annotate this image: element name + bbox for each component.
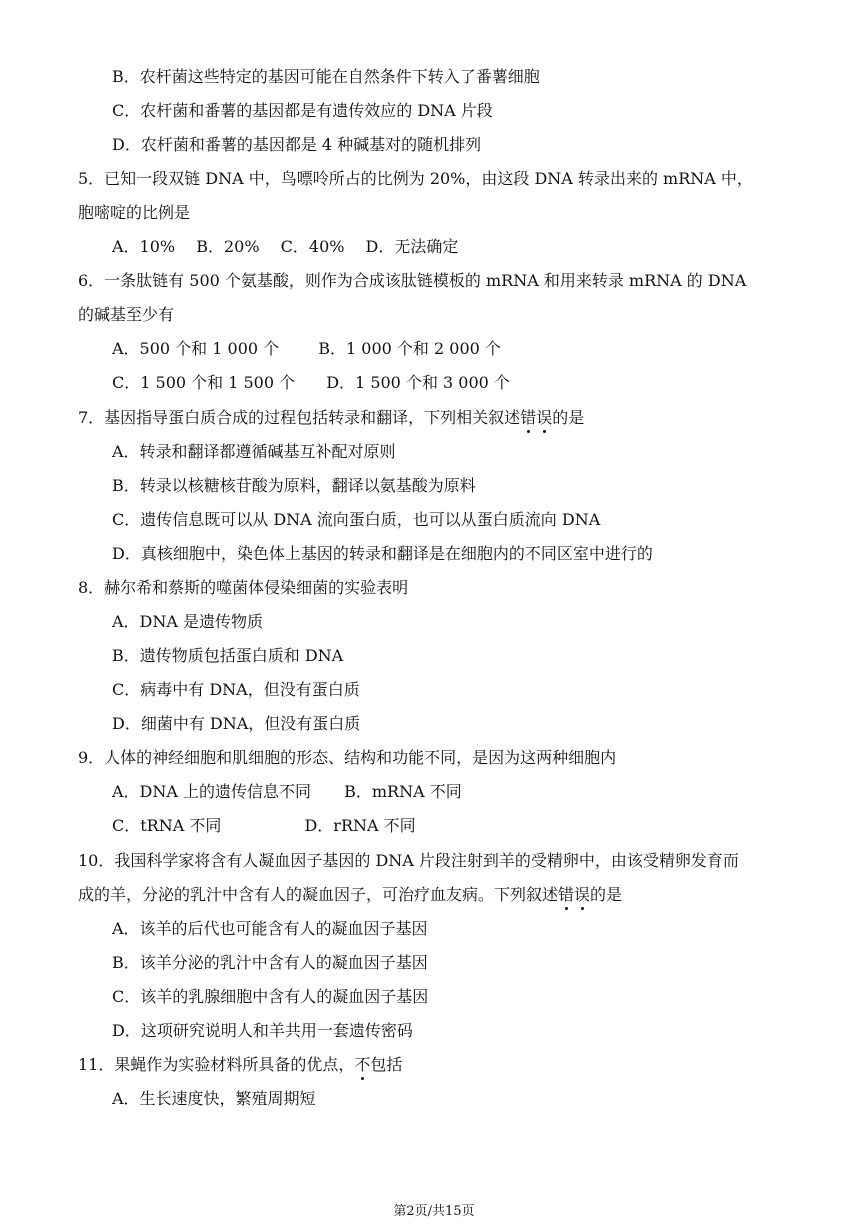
q8-stem: 8．赫尔希和蔡斯的噬菌体侵染细菌的实验表明 bbox=[78, 578, 409, 597]
q6-option-b: B．1 000 个和 2 000 个 bbox=[318, 339, 501, 358]
emphasis-char: 错 bbox=[558, 885, 575, 904]
q10-option-d: D．这项研究说明人和羊共用一套遗传密码 bbox=[112, 1021, 413, 1040]
q5-option-b: B．20% bbox=[196, 237, 260, 256]
q7-stem-text: 7．基因指导蛋白质合成的过程包括转录和翻译，下列相关叙述 bbox=[78, 408, 521, 427]
q10-stem-line1: 10．我国科学家将含有人凝血因子基因的 DNA 片段注射到羊的受精卵中，由该受精卵发育而 bbox=[78, 851, 739, 870]
emphasis-char: 误 bbox=[574, 885, 591, 904]
q5-stem-line2: 胞嘧啶的比例是 bbox=[78, 203, 191, 222]
q9-option-d: D．rRNA 不同 bbox=[304, 816, 416, 835]
q9-options-row2 bbox=[112, 815, 416, 837]
q10-stem-line2 bbox=[78, 884, 622, 906]
q5-option-d: D．无法确定 bbox=[365, 237, 459, 256]
q8-option-c: C．病毒中有 DNA，但没有蛋白质 bbox=[112, 680, 360, 699]
q10-option-a: A．该羊的后代也可能含有人的凝血因子基因 bbox=[112, 919, 428, 938]
q11-stem-text: 11．果蝇作为实验材料所具备的优点， bbox=[78, 1055, 355, 1074]
q10-stem-text: 成的羊，分泌的乳汁中含有人的凝血因子，可治疗血友病。下列叙述 bbox=[78, 885, 559, 904]
q6-option-d: D．1 500 个和 3 000 个 bbox=[326, 373, 510, 392]
q9-stem: 9．人体的神经细胞和肌细胞的形态、结构和功能不同，是因为这两种细胞内 bbox=[78, 748, 617, 767]
q10-option-b: B．该羊分泌的乳汁中含有人的凝血因子基因 bbox=[112, 953, 428, 972]
q6-option-a: A．500 个和 1 000 个 bbox=[112, 339, 280, 358]
q4-option-c: C．农杆菌和番薯的基因都是有遗传效应的 DNA 片段 bbox=[112, 101, 493, 120]
q10-stem-tail: 的是 bbox=[590, 885, 623, 904]
q5-stem-line1: 5．已知一段双链 DNA 中，鸟嘌呤所占的比例为 20%，由这段 DNA 转录出来的 mRNA 中， bbox=[78, 169, 753, 188]
q8-option-a: A．DNA 是遗传物质 bbox=[112, 612, 264, 631]
q9-option-c: C．tRNA 不同 bbox=[112, 816, 222, 835]
q7-option-d: D．真核细胞中，染色体上基因的转录和翻译是在细胞内的不同区室中进行的 bbox=[112, 544, 653, 563]
q4-option-d: D．农杆菌和番薯的基因都是 4 种碱基对的随机排列 bbox=[112, 135, 482, 154]
q9-options-row1 bbox=[112, 781, 462, 803]
q5-option-c: C．40% bbox=[280, 237, 345, 256]
q6-option-c: C．1 500 个和 1 500 个 bbox=[112, 373, 296, 392]
q8-option-d: D．细菌中有 DNA，但没有蛋白质 bbox=[112, 714, 361, 733]
page-number: 第2页/共15页 bbox=[393, 1204, 475, 1219]
q11-stem-tail: 包括 bbox=[370, 1055, 403, 1074]
q11-option-a: A．生长速度快，繁殖周期短 bbox=[112, 1089, 316, 1108]
q6-options-row1 bbox=[112, 338, 501, 360]
q7-stem bbox=[78, 407, 584, 429]
q4-option-b: B．农杆菌这些特定的基因可能在自然条件下转入了番薯细胞 bbox=[112, 67, 540, 86]
q6-stem-line1: 6．一条肽链有 500 个氨基酸，则作为合成该肽链模板的 mRNA 和用来转录 mRNA 的 DNA bbox=[78, 271, 747, 290]
q7-option-b: B．转录以核糖核苷酸为原料，翻译以氨基酸为原料 bbox=[112, 476, 476, 495]
emphasis-char: 错 bbox=[520, 408, 537, 427]
q9-option-b: B．mRNA 不同 bbox=[344, 782, 462, 801]
q6-options-row2 bbox=[112, 372, 510, 394]
q7-stem-tail: 的是 bbox=[552, 408, 585, 427]
emphasis-char: 不 bbox=[354, 1055, 371, 1074]
q11-stem bbox=[78, 1054, 402, 1076]
q5-option-a: A．10% bbox=[112, 237, 176, 256]
emphasis-char: 误 bbox=[536, 408, 553, 427]
q8-option-b: B．遗传物质包括蛋白质和 DNA bbox=[112, 646, 344, 665]
q10-option-c: C．该羊的乳腺细胞中含有人的凝血因子基因 bbox=[112, 987, 429, 1006]
q9-option-a: A．DNA 上的遗传信息不同 bbox=[112, 782, 312, 801]
q7-option-c: C．遗传信息既可以从 DNA 流向蛋白质，也可以从蛋白质流向 DNA bbox=[112, 510, 601, 529]
q7-option-a: A．转录和翻译都遵循碱基互补配对原则 bbox=[112, 442, 396, 461]
q6-stem-line2: 的碱基至少有 bbox=[78, 305, 175, 324]
q5-options bbox=[112, 236, 458, 258]
